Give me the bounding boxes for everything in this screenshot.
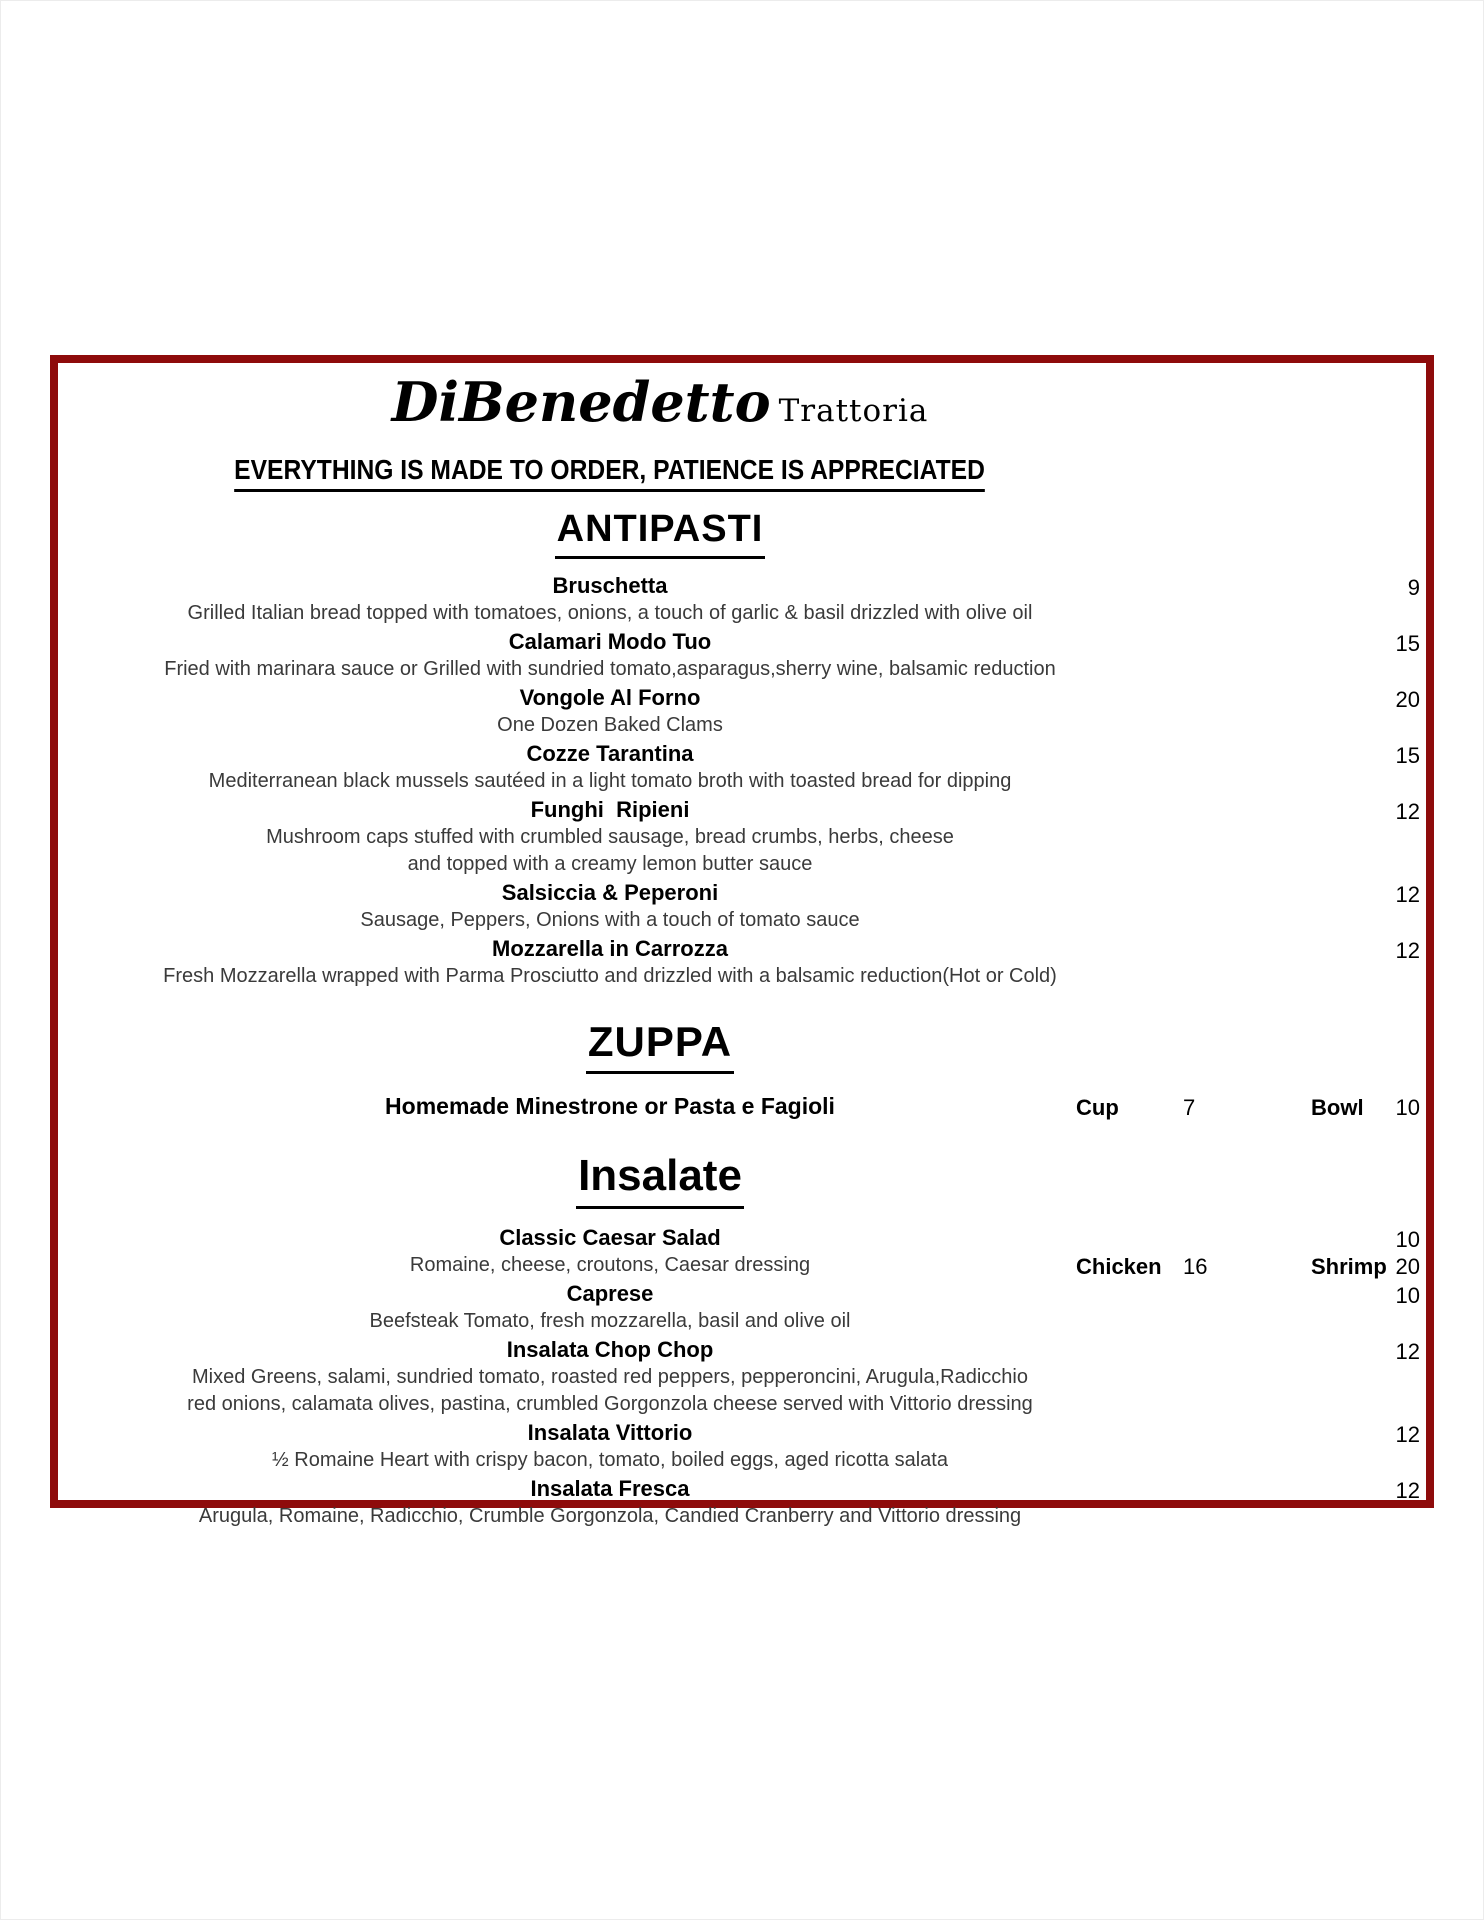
item-description: and topped with a creamy lemon butter sauce <box>407 853 813 875</box>
brand-name: DiBenedetto <box>391 370 771 434</box>
item-desc-col <box>58 851 1162 879</box>
item-desc-row <box>58 712 1426 739</box>
item-description: Mediterranean black mussels sautéed in a light tomato broth with toasted bread for dipping <box>208 770 1012 792</box>
item-desc-col <box>58 768 1162 796</box>
option-bowl-price: 10 <box>1395 1095 1420 1120</box>
item-name-row <box>58 627 1426 656</box>
item-name-row <box>58 934 1426 963</box>
section-heading-row <box>58 1147 1262 1215</box>
section-title: ANTIPASTI <box>555 503 766 559</box>
menu-item <box>58 627 1426 683</box>
notice-text: EVERYTHING IS MADE TO ORDER, PATIENCE IS APPRECIATED <box>235 452 986 492</box>
item-desc-row <box>58 1503 1426 1530</box>
item-description: Beefsteak Tomato, fresh mozzarella, basil and olive oil <box>369 1310 851 1332</box>
item-price: 9 <box>1407 575 1420 600</box>
item-desc-col <box>58 1503 1162 1531</box>
item-desc-row <box>58 600 1426 627</box>
item-desc-row <box>58 1447 1426 1474</box>
item-price: 12 <box>1395 938 1420 963</box>
item-price: 12 <box>1395 799 1420 824</box>
item-desc-row <box>58 963 1426 990</box>
menu-item <box>58 878 1426 934</box>
item-name-col <box>58 878 1162 910</box>
item-price: 10 <box>1395 1227 1420 1252</box>
item-description: ½ Romaine Heart with crispy bacon, tomato, boiled eggs, aged ricotta salata <box>272 1449 948 1471</box>
item-description: Grilled Italian bread topped with tomatoes, onions, a touch of garlic & basil drizzled with olive oil <box>187 602 1033 624</box>
menu-item <box>58 934 1426 990</box>
item-name: Cozze Tarantina <box>526 741 694 766</box>
item-price: 20 <box>1395 687 1420 712</box>
option-shrimp-price: 20 <box>1395 1254 1420 1279</box>
item-name: Calamari Modo Tuo <box>508 629 712 654</box>
item-desc-col <box>58 1364 1162 1392</box>
item-price: 12 <box>1395 1422 1420 1447</box>
menu-sections <box>58 503 1426 1530</box>
item-desc-col <box>58 1252 1162 1280</box>
item-desc-col <box>58 824 1162 852</box>
notice-row <box>58 452 1162 493</box>
option-cup-label: Cup <box>1076 1095 1119 1120</box>
item-desc-row <box>58 656 1426 683</box>
item-desc-row <box>58 768 1426 795</box>
item-name-col <box>58 1223 1162 1255</box>
item-description: Fried with marinara sauce or Grilled with sundried tomato,asparagus,sherry wine, balsamic reduction <box>164 658 1056 680</box>
item-name: Insalata Vittorio <box>527 1420 693 1445</box>
item-description: Fresh Mozzarella wrapped with Parma Prosciutto and drizzled with a balsamic reduction(Hot or Cold) <box>163 965 1057 987</box>
section-title: ZUPPA <box>586 1014 734 1074</box>
item-name-row <box>58 1279 1426 1308</box>
menu-item <box>58 1279 1426 1335</box>
item-name-col <box>58 683 1162 715</box>
item-name-col <box>58 1335 1162 1367</box>
item-price: 15 <box>1395 631 1420 656</box>
item-description: Mixed Greens, salami, sundried tomato, roasted red peppers, pepperoncini, Arugula,Radicchio <box>191 1366 1028 1388</box>
item-desc-col <box>58 656 1162 684</box>
item-name: Bruschetta <box>552 573 668 598</box>
item-name: Salsiccia & Peperoni <box>501 880 719 905</box>
item-price: 15 <box>1395 743 1420 768</box>
item-desc-row <box>58 1391 1426 1418</box>
item-name: Homemade Minestrone or Pasta e Fagioli <box>385 1093 835 1119</box>
menu-section-antipasti <box>58 503 1426 990</box>
menu-item <box>58 1223 1426 1279</box>
item-name-row <box>58 1418 1426 1447</box>
option-cup-price: 7 <box>1183 1095 1196 1120</box>
item-name-col <box>58 571 1162 603</box>
menu-item <box>58 571 1426 627</box>
item-name-col <box>58 1418 1162 1450</box>
item-description: Sausage, Peppers, Onions with a touch of tomato sauce <box>360 909 860 931</box>
section-heading-row <box>58 1014 1262 1080</box>
item-desc-col <box>58 1447 1162 1475</box>
item-name-row <box>58 1092 1426 1121</box>
item-desc-row <box>58 851 1426 878</box>
item-desc-row <box>58 1308 1426 1335</box>
menu-section-insalate <box>58 1147 1426 1530</box>
item-desc-col <box>58 600 1162 628</box>
item-name: Caprese <box>566 1281 654 1306</box>
item-desc-row <box>58 907 1426 934</box>
section-heading-row <box>58 503 1262 563</box>
item-price: 12 <box>1395 1478 1420 1503</box>
item-name: Classic Caesar Salad <box>499 1225 721 1250</box>
menu-item <box>58 739 1426 795</box>
item-price: 12 <box>1395 882 1420 907</box>
item-price: 10 <box>1395 1283 1420 1308</box>
menu-item <box>58 1092 1426 1121</box>
item-desc-col <box>58 907 1162 935</box>
item-name: Insalata Chop Chop <box>506 1337 714 1362</box>
item-description: Romaine, cheese, croutons, Caesar dressing <box>409 1254 811 1276</box>
menu-item <box>58 1335 1426 1418</box>
menu-border-box <box>50 355 1434 1527</box>
item-price: 12 <box>1395 1339 1420 1364</box>
item-desc-col <box>58 1308 1162 1336</box>
item-name-col <box>58 627 1162 659</box>
item-name-row <box>58 571 1426 600</box>
item-desc-row <box>58 824 1426 851</box>
item-name-row <box>58 683 1426 712</box>
item-name-col <box>58 1279 1162 1311</box>
option-shrimp-label: Shrimp <box>1311 1254 1387 1279</box>
option-chicken-label: Chicken <box>1076 1254 1162 1279</box>
item-desc-col <box>58 712 1162 740</box>
item-name-row <box>58 878 1426 907</box>
item-name-row <box>58 1223 1426 1252</box>
item-name-col <box>58 1474 1162 1506</box>
item-name-col <box>58 1092 1162 1124</box>
item-name-col <box>58 795 1162 827</box>
item-description: Mushroom caps stuffed with crumbled sausage, bread crumbs, herbs, cheese <box>266 826 954 848</box>
option-chicken-price: 16 <box>1183 1254 1208 1279</box>
item-desc-row <box>58 1364 1426 1391</box>
item-description: Arugula, Romaine, Radicchio, Crumble Gorgonzola, Candied Cranberry and Vittorio dressing <box>198 1505 1022 1527</box>
item-name: Insalata Fresca <box>530 1476 690 1501</box>
item-desc-col <box>58 1391 1162 1419</box>
menu-item <box>58 795 1426 878</box>
menu-content <box>58 363 1426 1530</box>
item-name-col <box>58 934 1162 966</box>
brand-suffix: Trattoria <box>778 393 929 429</box>
item-name: Funghi Ripieni <box>530 797 690 822</box>
brand <box>58 370 1262 446</box>
option-bowl-label: Bowl <box>1311 1095 1364 1120</box>
menu-item <box>58 1418 1426 1474</box>
item-name-row <box>58 795 1426 824</box>
menu-item <box>58 683 1426 739</box>
section-title: Insalate <box>576 1147 744 1209</box>
item-desc-row <box>58 1252 1426 1279</box>
item-name-row <box>58 739 1426 768</box>
item-name-col <box>58 739 1162 771</box>
menu-section-zuppa <box>58 1014 1426 1121</box>
item-name-row <box>58 1474 1426 1503</box>
item-description: One Dozen Baked Clams <box>497 714 723 736</box>
item-name: Mozzarella in Carrozza <box>492 936 728 961</box>
menu-item <box>58 1474 1426 1530</box>
item-description: red onions, calamata olives, pastina, crumbled Gorgonzola cheese served with Vittorio dressing <box>187 1393 1033 1415</box>
item-name-row <box>58 1335 1426 1364</box>
item-name: Vongole Al Forno <box>519 685 701 710</box>
item-desc-col <box>58 963 1162 991</box>
